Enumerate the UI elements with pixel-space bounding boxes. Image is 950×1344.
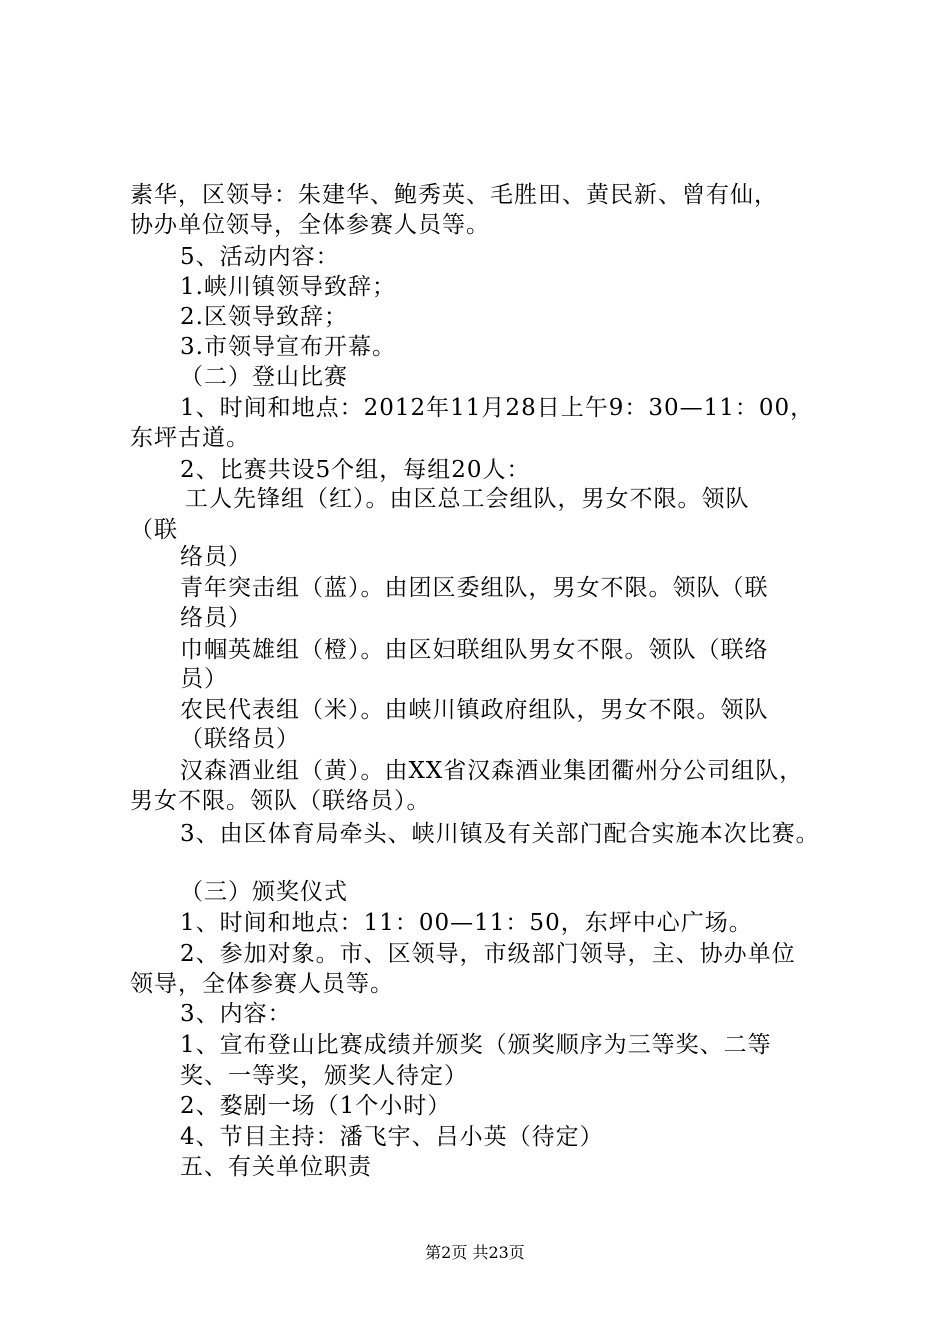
text-line: （三）颁奖仪式 bbox=[180, 879, 348, 905]
text-line: 协办单位领导，全体参赛人员等。 bbox=[130, 212, 490, 238]
text-line: 巾帼英雄组（橙）。由区妇联组队男女不限。领队（联络 bbox=[180, 637, 769, 663]
text-line: 工人先锋组（红）。由区总工会组队，男女不限。领队 bbox=[185, 486, 750, 512]
text-line: 3、由区体育局牵头、峡川镇及有关部门配合实施本次比赛。 bbox=[180, 821, 820, 847]
text-line: 3.市领导宣布开幕。 bbox=[180, 334, 396, 360]
text-line: 农民代表组（米）。由峡川镇政府组队，男女不限。领队 bbox=[180, 697, 769, 723]
text-line: （二）登山比赛 bbox=[180, 364, 348, 390]
text-line: 络员） bbox=[180, 544, 252, 570]
text-line: 1.峡川镇领导致辞； bbox=[180, 274, 396, 300]
text-line: 汉森酒业组（黄）。由XX省汉森酒业集团衢州分公司组队， bbox=[180, 758, 804, 784]
text-line: 1、宣布登山比赛成绩并颁奖（颁奖顺序为三等奖、二等 bbox=[180, 1032, 772, 1058]
text-line: （联 bbox=[130, 517, 178, 543]
text-line: 领导，全体参赛人员等。 bbox=[130, 971, 394, 997]
text-line: 员） bbox=[180, 666, 228, 692]
text-line: 2.区领导致辞； bbox=[180, 304, 348, 330]
text-line: 2、参加对象。市、区领导，市级部门领导，主、协办单位 bbox=[180, 941, 796, 967]
page-footer: 第2页 共23页 bbox=[425, 1243, 525, 1262]
text-line: （联络员） bbox=[180, 726, 300, 752]
text-line: 素华，区领导：朱建华、鲍秀英、毛胜田、黄民新、曾有仙， bbox=[130, 182, 778, 208]
text-line: 2、比赛共设5个组，每组20人： bbox=[180, 457, 531, 483]
text-line: 青年突击组（蓝）。由团区委组队，男女不限。领队（联 bbox=[180, 575, 769, 601]
text-line: 1、时间和地点：2012年11月28日上午9：30—11：00， bbox=[180, 395, 815, 421]
text-line: 五、有关单位职责 bbox=[180, 1154, 372, 1180]
text-line: 奖、一等奖，颁奖人待定） bbox=[180, 1063, 468, 1089]
text-line: 男女不限。领队（联络员）。 bbox=[130, 788, 431, 814]
text-line: 络员） bbox=[180, 605, 252, 631]
text-line: 东坪古道。 bbox=[130, 425, 250, 451]
text-line: 3、内容： bbox=[180, 1001, 292, 1027]
text-line: 5、活动内容： bbox=[180, 244, 340, 270]
text-line: 2、婺剧一场（1个小时） bbox=[180, 1093, 452, 1119]
text-line: 1、时间和地点：11：00—11：50，东坪中心广场。 bbox=[180, 910, 753, 936]
text-line: 4、节目主持：潘飞宇、吕小英（待定） bbox=[180, 1124, 604, 1150]
